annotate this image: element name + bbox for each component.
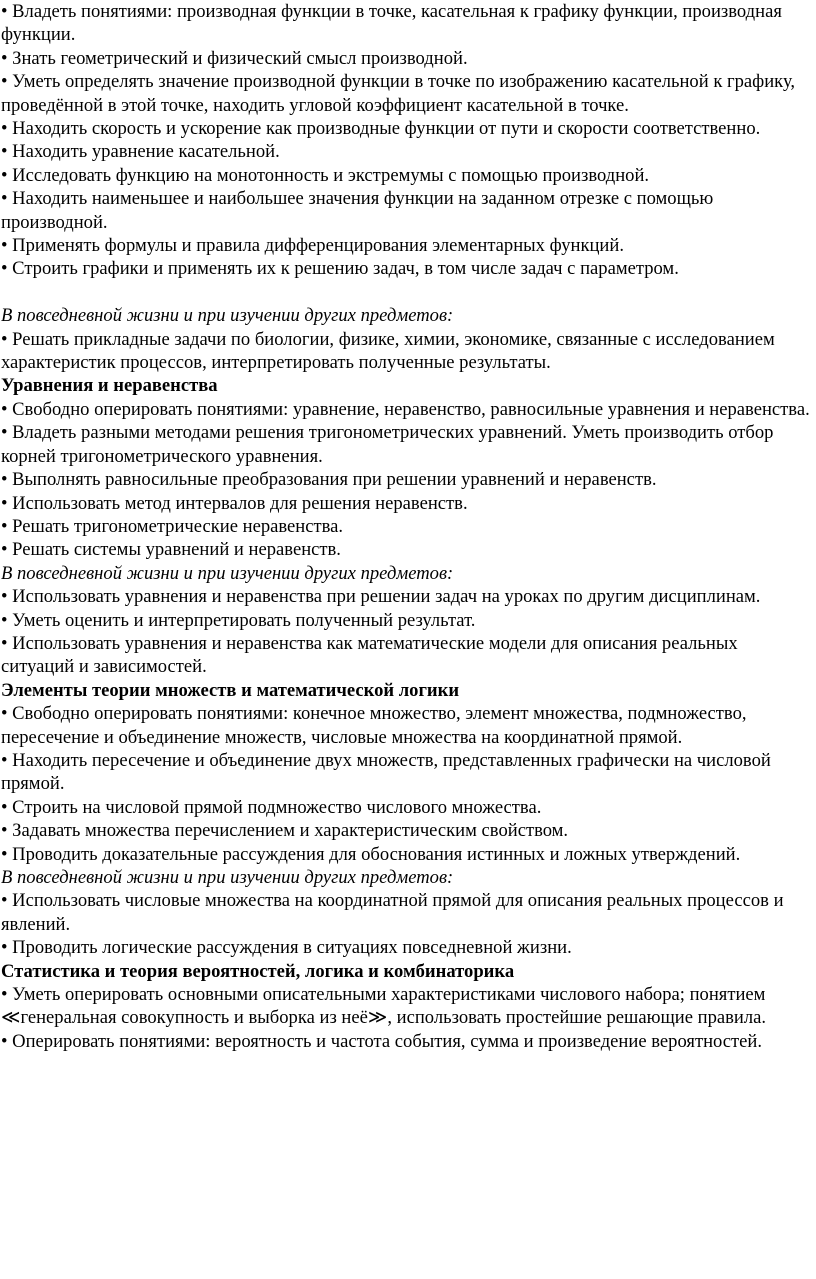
list-item: • Решать системы уравнений и неравенств. <box>1 539 341 561</box>
paragraph-spacer <box>1 281 813 304</box>
equations-section <box>1 374 813 678</box>
statistics-section <box>1 960 813 1054</box>
list-item: • Владеть понятиями: производная функции в точке, касательная к графику функции, производная функции. <box>1 1 787 46</box>
everyday-derivative-block <box>1 304 813 374</box>
list-item: • Использовать уравнения и неравенства при решении задач на уроках по другим дисциплинам. <box>1 586 761 608</box>
everyday-subtitle: В повседневной жизни и при изучении других предметов: <box>1 562 454 584</box>
derivative-skills-list <box>1 0 813 281</box>
list-item: • Исследовать функцию на монотонность и экстремумы с помощью производной. <box>1 164 650 186</box>
list-item: • Знать геометрический и физический смысл производной. <box>1 47 468 69</box>
list-item: • Выполнять равносильные преобразования при решении уравнений и неравенств. <box>1 469 657 491</box>
list-item: • Решать тригонометрические неравенства. <box>1 515 344 537</box>
sets-logic-section <box>1 679 813 960</box>
list-item: • Оперировать понятиями: вероятность и частота события, сумма и произведение вероятностей. <box>1 1030 763 1052</box>
list-item: • Владеть разными методами решения тригонометрических уравнений. Уметь производить отбор корней тригонометрического уравнения. <box>1 422 779 467</box>
list-item: • Проводить доказательные рассуждения для обоснования истинных и ложных утверждений. <box>1 843 741 865</box>
list-item: • Проводить логические рассуждения в ситуациях повседневной жизни. <box>1 937 572 959</box>
list-item: • Задавать множества перечислением и характеристическим свойством. <box>1 820 569 842</box>
list-item: • Уметь оценить и интерпретировать полученный результат. <box>1 609 476 631</box>
list-item: • Строить на числовой прямой подмножество числового множества. <box>1 796 542 818</box>
list-item: • Использовать уравнения и неравенства как математические модели для описания реальных ситуаций и зависимостей. <box>1 632 743 678</box>
section-heading: Элементы теории множеств и математической логики <box>1 679 460 701</box>
list-item: • Применять формулы и правила дифференцирования элементарных функций. <box>1 235 624 257</box>
list-item: • Уметь определять значение производной функции в точке по изображению касательной к графику, проведённой в этой точке, находить угловой коэффициент касательной в точке. <box>1 71 800 116</box>
list-item: • Свободно оперировать понятиями: уравнение, неравенство, равносильные уравнения и неравенства. <box>1 398 810 420</box>
list-item: • Использовать числовые множества на координатной прямой для описания реальных процессов и явлений. <box>1 890 789 935</box>
list-item: • Находить уравнение касательной. <box>1 141 280 163</box>
list-item: • Решать прикладные задачи по биологии, физике, химии, экономике, связанные с исследованием характеристик процессов, интерпретировать полученные результаты. <box>1 328 780 374</box>
everyday-subtitle: В повседневной жизни и при изучении других предметов: <box>1 867 454 889</box>
section-heading: Уравнения и неравенства <box>1 375 218 397</box>
list-item: • Находить наименьшее и наибольшее значения функции на заданном отрезке с помощью производной. <box>1 188 718 233</box>
section-heading: Статистика и теория вероятностей, логика и комбинаторика <box>1 960 515 982</box>
list-item: • Использовать метод интервалов для решения неравенств. <box>1 492 468 514</box>
everyday-subtitle: В повседневной жизни и при изучении других предметов: <box>1 305 454 327</box>
list-item: • Находить пересечение и объединение двух множеств, представленных графически на числовой прямой. <box>1 749 776 795</box>
document-page <box>1 0 813 1053</box>
list-item: • Свободно оперировать понятиями: конечное множество, элемент множества, подмножество, пересечение и объединение множеств, числовые множества на координатной прямой. <box>1 703 752 748</box>
list-item: • Находить скорость и ускорение как производные функции от пути и скорости соответственно. <box>1 118 761 140</box>
list-item: • Строить графики и применять их к решению задач, в том числе задач с параметром. <box>1 258 679 280</box>
list-item: • Уметь оперировать основными описательными характеристиками числового набора; понятием ≪генеральная совокупность и выборка из неё≫, использовать простейшие решающие правила. <box>1 984 771 1029</box>
